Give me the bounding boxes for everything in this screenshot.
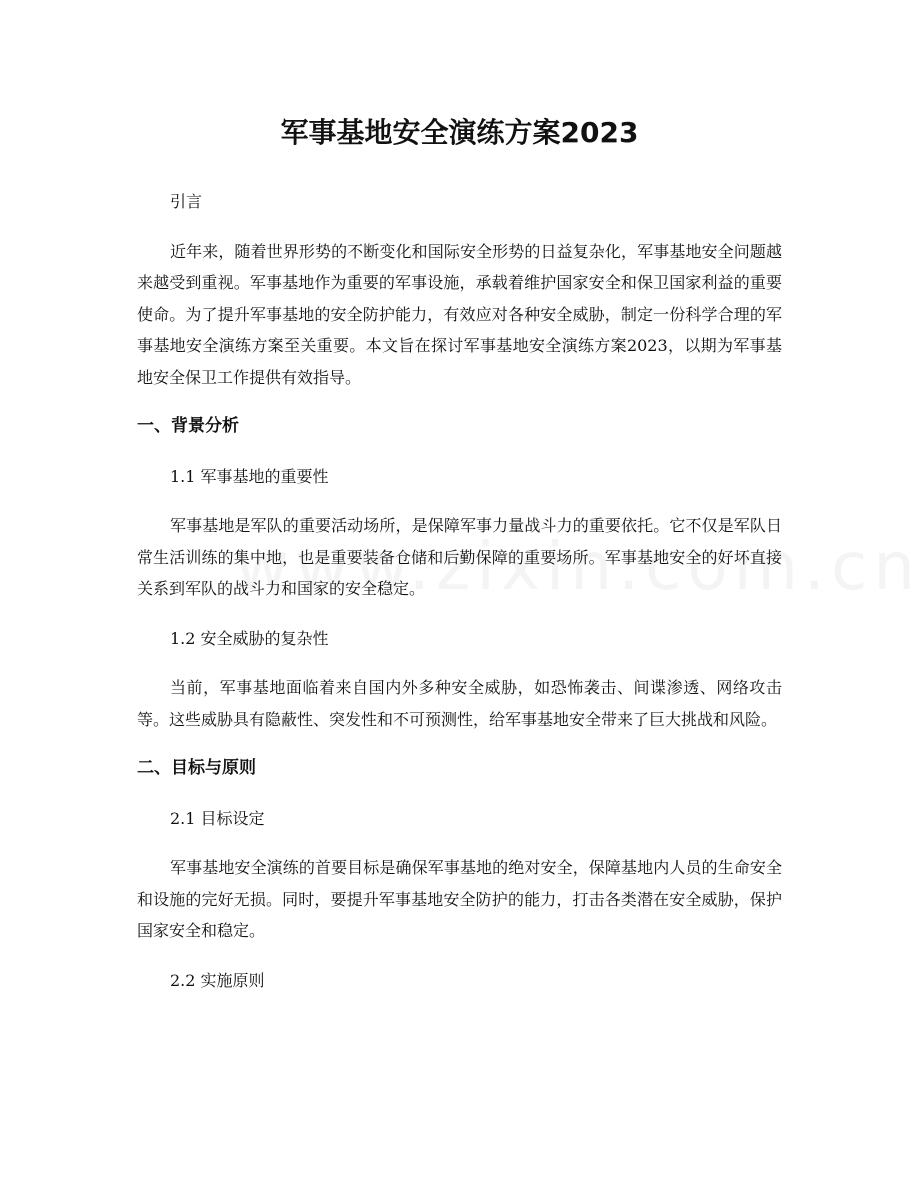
subsection-text-1-1: 军事基地是军队的重要活动场所，是保障军事力量战斗力的重要依托。它不仅是军队日常生活训练的集中地，也是重要装备仓储和后勤保障的重要场所。军事基地安全的好坏直接关系到军队的战斗力和国家的安全稳定。 <box>137 516 782 598</box>
subsection-text-2-1: 军事基地安全演练的首要目标是确保军事基地的绝对安全，保障基地内人员的生命安全和设施的完好无损。同时，要提升军事基地安全防护的能力，打击各类潜在安全威胁，保护国家安全和稳定。 <box>137 858 782 940</box>
section-heading-goals: 二、目标与原则 <box>137 758 256 778</box>
subsection-title-2-2: 2.2 实施原则 <box>170 970 265 990</box>
subsection-title-1-2: 1.2 安全威胁的复杂性 <box>170 628 329 648</box>
section-heading-background: 一、背景分析 <box>137 416 239 436</box>
document-title: 军事基地安全演练方案2023 <box>280 116 639 149</box>
intro-paragraph: 近年来，随着世界形势的不断变化和国际安全形势的日益复杂化，军事基地安全问题越来越受到重视。军事基地作为重要的军事设施，承载着维护国家安全和保卫国家利益的重要使命。为了提升军事基地的安全防护能力，有效应对各种安全威胁，制定一份科学合理的军事基地安全演练方案至关重要。本文旨在探讨军事基地安全演练方案2023，以期为军事基地安全保卫工作提供有效指导。 <box>137 241 782 387</box>
subsection-title-1-1: 1.1 军事基地的重要性 <box>170 466 329 486</box>
subsection-title-2-1: 2.1 目标设定 <box>170 808 265 828</box>
intro-label: 引言 <box>170 192 203 211</box>
subsection-text-1-2: 当前，军事基地面临着来自国内外多种安全威胁，如恐怖袭击、间谍渗透、网络攻击等。这些威胁具有隐蔽性、突发性和不可预测性，给军事基地安全带来了巨大挑战和风险。 <box>137 678 782 729</box>
